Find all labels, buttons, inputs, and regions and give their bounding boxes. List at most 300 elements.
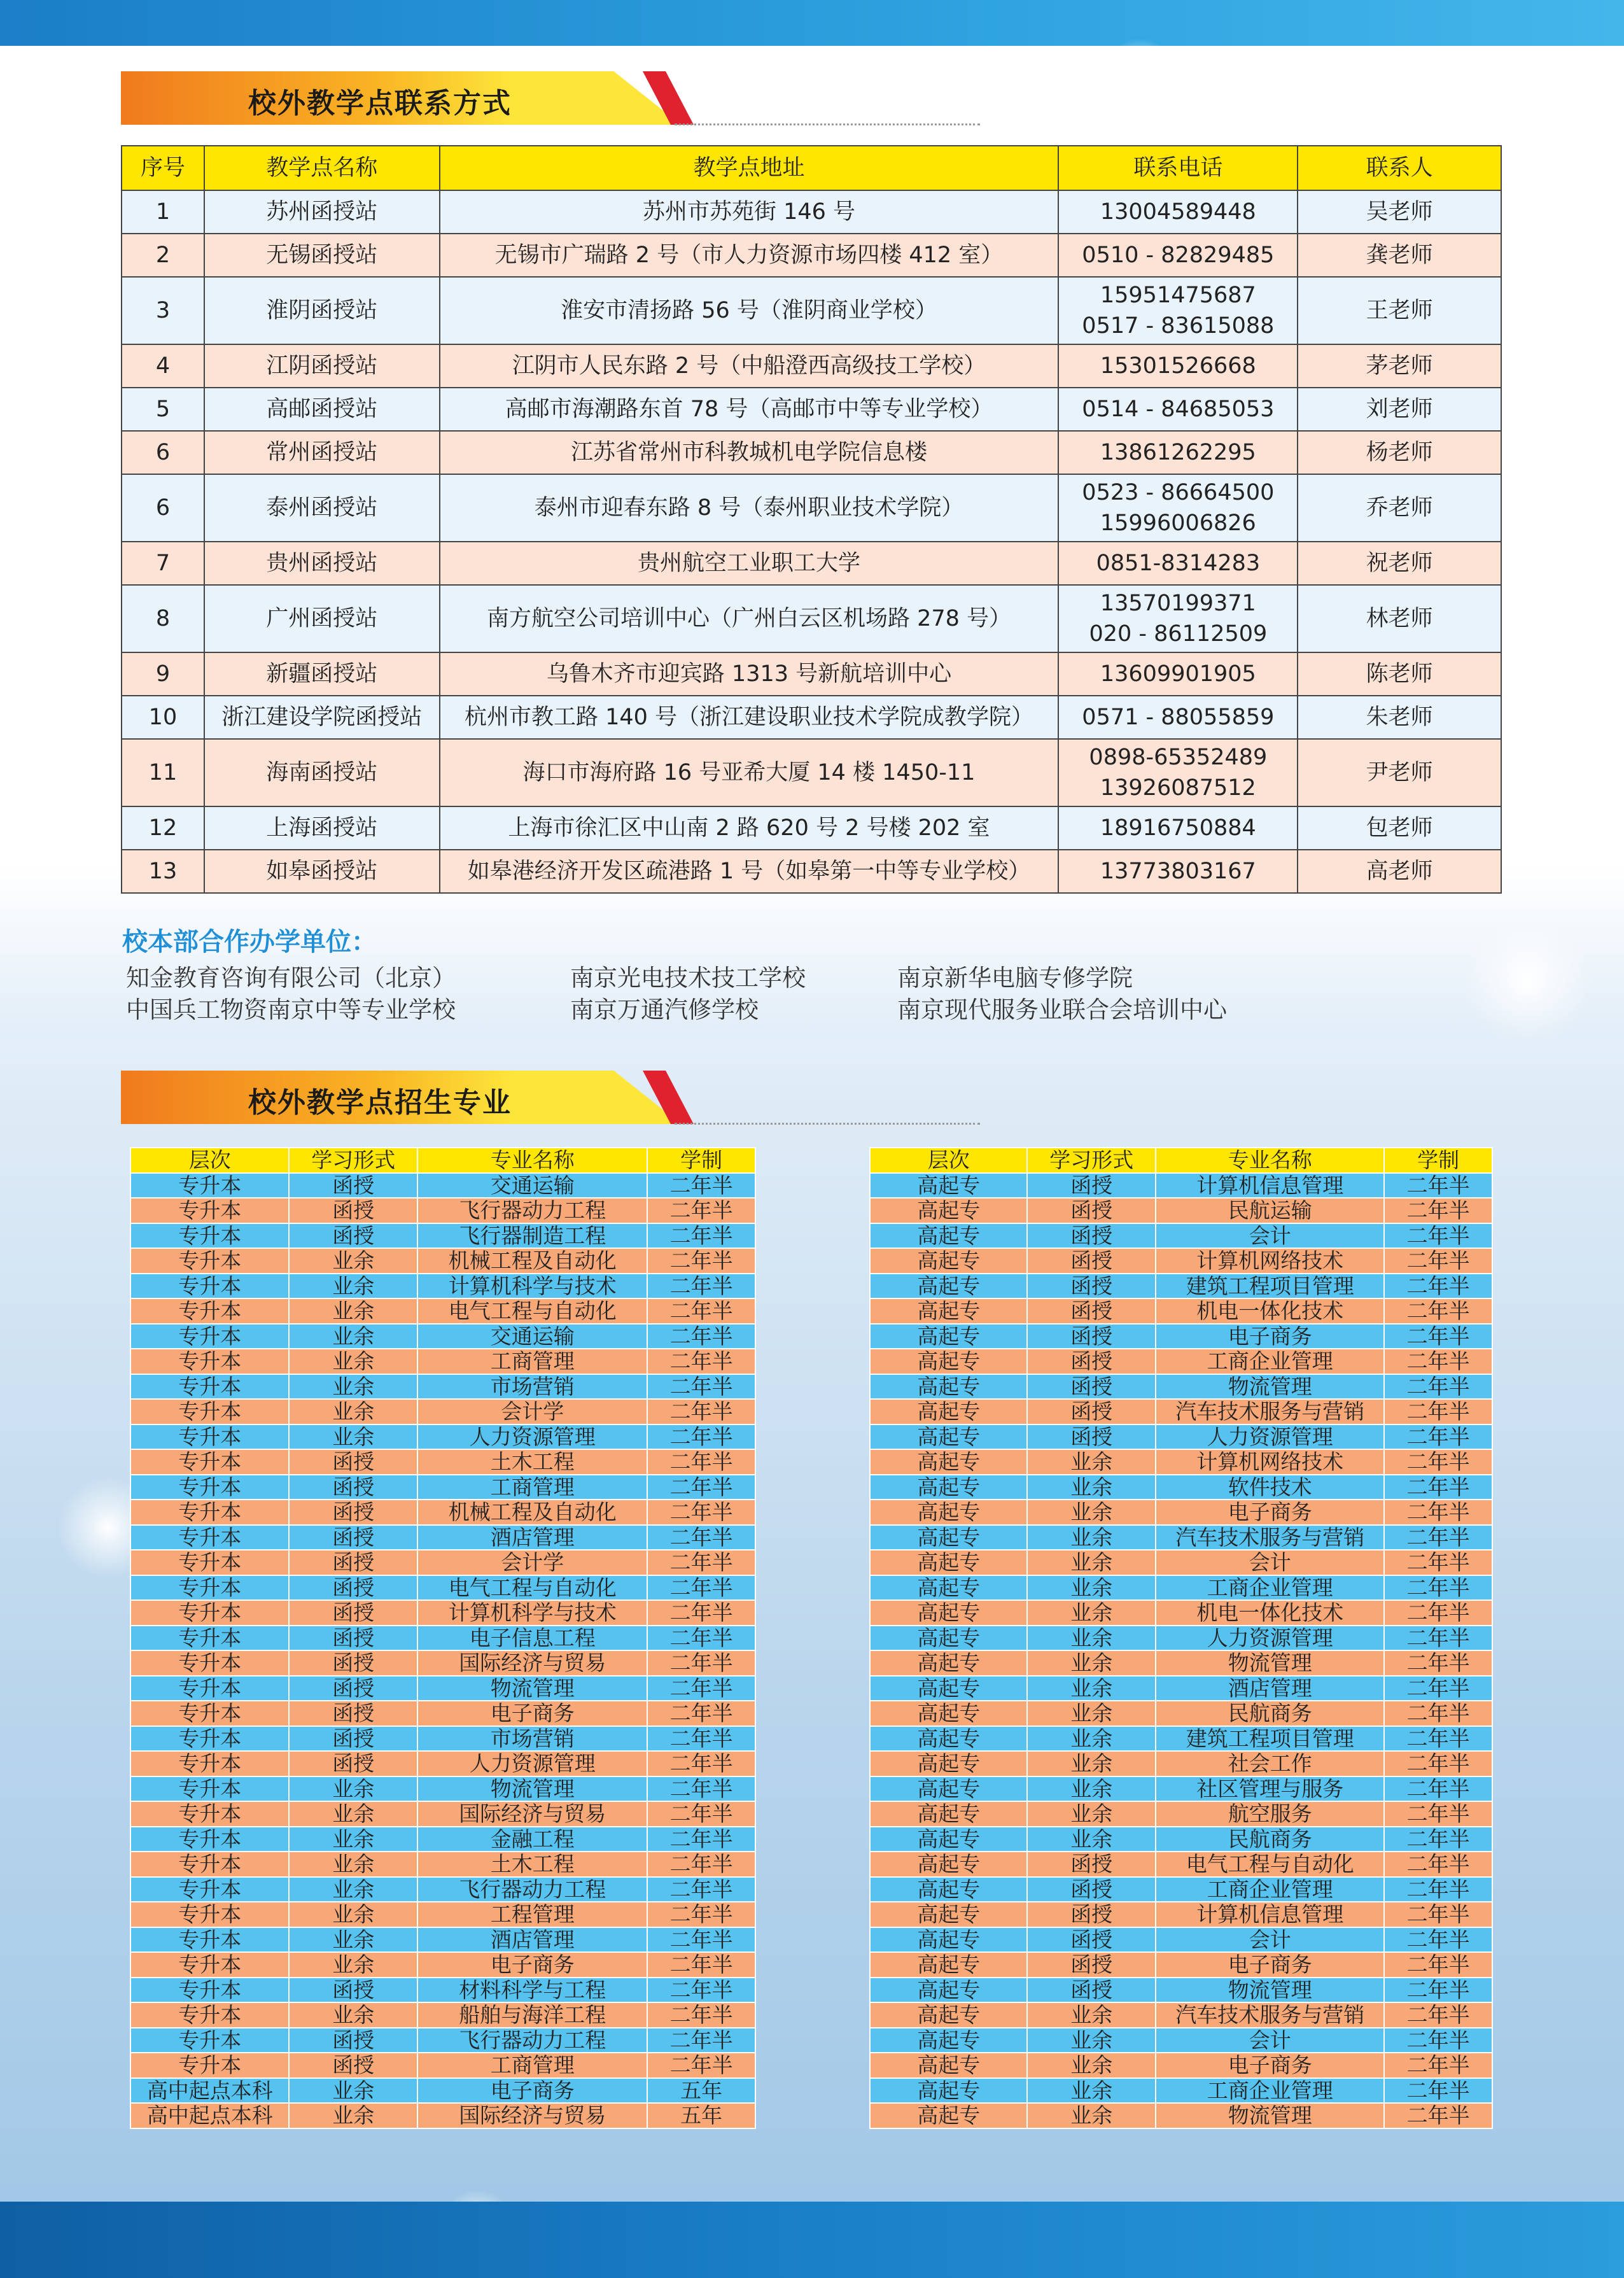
cell-phone	[1058, 474, 1298, 542]
cell-address: 海口市海府路 16 号亚希大厦 14 楼 1450-11	[440, 739, 1059, 806]
phone-number: 15301526668	[1100, 353, 1256, 379]
table-row	[870, 1751, 1492, 1776]
cell-mode: 业余	[1027, 2002, 1156, 2028]
cell-duration: 二年半	[1384, 1827, 1492, 1852]
table-row	[130, 1852, 755, 1877]
cell-mode: 业余	[1027, 1827, 1156, 1852]
table-row	[130, 1751, 755, 1776]
cell-level: 专升本	[130, 1827, 289, 1852]
cell-level: 高起专	[870, 1449, 1027, 1475]
cell-level: 专升本	[130, 1600, 289, 1626]
cell-mode: 函授	[1027, 1374, 1156, 1400]
cell-no: 3	[122, 277, 204, 344]
cell-mode: 业余	[1027, 1650, 1156, 1676]
phone-number: 13004589448	[1100, 199, 1256, 225]
phone-number: 0514 - 84685053	[1082, 397, 1275, 422]
cell-duration: 二年半	[1384, 1525, 1492, 1550]
cell-mode: 函授	[289, 1173, 417, 1199]
cell-phone	[1058, 277, 1298, 344]
cell-level: 高起专	[870, 2053, 1027, 2078]
phone-number: 020 - 86112509	[1089, 621, 1268, 647]
cell-no: 6	[122, 474, 204, 542]
cell-duration: 二年半	[647, 2053, 755, 2078]
cell-mode: 业余	[1027, 2103, 1156, 2128]
phone-number: 13570199371	[1100, 591, 1256, 616]
cell-mode: 函授	[289, 1676, 417, 1701]
table-row	[130, 1550, 755, 1575]
table-row	[122, 542, 1501, 585]
cell-level: 高起专	[870, 1927, 1027, 1953]
cell-mode: 函授	[289, 1626, 417, 1651]
cell-mode: 业余	[289, 1274, 417, 1299]
cell-level: 专升本	[130, 1475, 289, 1500]
majors-table-right	[869, 1147, 1493, 2129]
bottom-banner	[0, 2202, 1624, 2278]
table-row	[122, 652, 1501, 696]
cell-level: 专升本	[130, 1500, 289, 1525]
cell-level: 高起专	[870, 1349, 1027, 1374]
contact-table	[121, 145, 1502, 894]
partner-item: 中国兵工物资南京中等专业学校	[126, 996, 456, 1023]
cell-major: 物流管理	[1156, 2103, 1384, 2128]
phone-number: 15951475687	[1100, 283, 1256, 308]
partner-item: 南京现代服务业联合会培训中心	[897, 996, 1227, 1023]
cell-level: 高中起点本科	[130, 2078, 289, 2104]
cell-address: 南方航空公司培训中心（广州白云区机场路 278 号）	[440, 585, 1059, 652]
cell-duration: 二年半	[647, 1877, 755, 1902]
cell-address: 苏州市苏苑街 146 号	[440, 190, 1059, 234]
cell-duration: 二年半	[1384, 2053, 1492, 2078]
cell-level: 专升本	[130, 1877, 289, 1902]
cell-mode: 业余	[1027, 1600, 1156, 1626]
cell-major: 工商管理	[417, 1475, 647, 1500]
cell-mode: 业余	[289, 2078, 417, 2104]
cell-major: 民航运输	[1156, 1198, 1384, 1223]
cell-major: 金融工程	[417, 1827, 647, 1852]
table-row	[870, 1650, 1492, 1676]
partner-item: 南京万通汽修学校	[570, 996, 759, 1023]
cell-name: 新疆函授站	[204, 652, 440, 696]
phone-number: 13861262295	[1100, 440, 1256, 465]
cell-person: 高老师	[1298, 850, 1501, 893]
cell-major: 国际经济与贸易	[417, 2103, 647, 2128]
cell-mode: 函授	[289, 2028, 417, 2053]
cell-duration: 二年半	[1384, 1626, 1492, 1651]
cell-level: 专升本	[130, 1701, 289, 1726]
cell-duration: 二年半	[1384, 2078, 1492, 2104]
partner-item: 南京光电技术技工学校	[570, 964, 806, 992]
table-row	[870, 1550, 1492, 1575]
col-header-phone: 联系电话	[1058, 146, 1298, 190]
cell-level: 专升本	[130, 1952, 289, 1978]
col-header-level: 层次	[130, 1148, 289, 1173]
cell-level: 专升本	[130, 1173, 289, 1199]
cell-duration: 二年半	[1384, 1701, 1492, 1726]
cell-mode: 业余	[289, 1424, 417, 1450]
cell-duration: 二年半	[1384, 1500, 1492, 1525]
table-row	[870, 1626, 1492, 1651]
cell-level: 专升本	[130, 1324, 289, 1349]
table-row	[870, 1500, 1492, 1525]
table-row	[122, 585, 1501, 652]
cell-duration: 二年半	[1384, 1902, 1492, 1927]
cell-duration: 二年半	[647, 1776, 755, 1802]
cell-duration: 二年半	[1384, 1676, 1492, 1701]
cell-level: 高起专	[870, 1324, 1027, 1349]
cell-level: 高起专	[870, 1626, 1027, 1651]
cell-phone	[1058, 696, 1298, 739]
cell-major: 工商企业管理	[1156, 1877, 1384, 1902]
cell-person: 杨老师	[1298, 431, 1501, 474]
cell-duration: 二年半	[1384, 1374, 1492, 1400]
table-row	[130, 1877, 755, 1902]
table-row	[130, 1223, 755, 1249]
cell-duration: 二年半	[1384, 1274, 1492, 1299]
table-row	[870, 1198, 1492, 1223]
cell-major: 市场营销	[417, 1374, 647, 1400]
cell-duration: 二年半	[1384, 1726, 1492, 1752]
cell-major: 物流管理	[1156, 1978, 1384, 2003]
cell-mode: 业余	[289, 1349, 417, 1374]
cell-phone	[1058, 388, 1298, 431]
cell-mode: 函授	[289, 1500, 417, 1525]
table-row	[130, 1500, 755, 1525]
cell-duration: 二年半	[647, 1600, 755, 1626]
cell-major: 国际经济与贸易	[417, 1650, 647, 1676]
cell-major: 计算机信息管理	[1156, 1173, 1384, 1199]
cell-duration: 二年半	[1384, 1952, 1492, 1978]
table-row	[122, 388, 1501, 431]
cell-mode: 函授	[1027, 1852, 1156, 1877]
table-row	[130, 1726, 755, 1752]
section-header-contact	[121, 71, 681, 125]
cell-major: 机械工程及自动化	[417, 1500, 647, 1525]
cell-person: 龚老师	[1298, 234, 1501, 277]
cell-mode: 函授	[289, 1726, 417, 1752]
cell-mode: 函授	[289, 1650, 417, 1676]
cell-mode: 函授	[289, 2053, 417, 2078]
cell-mode: 函授	[289, 1525, 417, 1550]
cell-name: 贵州函授站	[204, 542, 440, 585]
cell-name: 常州函授站	[204, 431, 440, 474]
cell-level: 高起专	[870, 1298, 1027, 1324]
cell-level: 专升本	[130, 1852, 289, 1877]
cell-major: 工商企业管理	[1156, 2078, 1384, 2104]
cell-duration: 二年半	[1384, 1223, 1492, 1249]
cell-no: 11	[122, 739, 204, 806]
col-header-mode: 学习形式	[1027, 1148, 1156, 1173]
cell-mode: 函授	[289, 1449, 417, 1475]
table-row	[130, 1575, 755, 1601]
cell-address: 如皋港经济开发区疏港路 1 号（如皋第一中等专业学校）	[440, 850, 1059, 893]
cell-phone	[1058, 344, 1298, 388]
cell-major: 土木工程	[417, 1449, 647, 1475]
cell-duration: 二年半	[647, 1374, 755, 1400]
cell-no: 6	[122, 431, 204, 474]
cell-duration: 二年半	[1384, 1852, 1492, 1877]
cell-mode: 函授	[289, 1198, 417, 1223]
cell-major: 工商管理	[417, 2053, 647, 2078]
table-row	[870, 1298, 1492, 1324]
cell-person: 茅老师	[1298, 344, 1501, 388]
table-row	[870, 1374, 1492, 1400]
cell-mode: 业余	[1027, 1475, 1156, 1500]
cell-level: 高起专	[870, 1877, 1027, 1902]
table-row	[870, 1600, 1492, 1626]
cell-duration: 二年半	[647, 1978, 755, 2003]
cell-mode: 业余	[1027, 1676, 1156, 1701]
table-row	[870, 2002, 1492, 2028]
cell-mode: 函授	[289, 1550, 417, 1575]
cell-major: 航空服务	[1156, 1801, 1384, 1827]
cell-major: 计算机信息管理	[1156, 1902, 1384, 1927]
table-row	[870, 1726, 1492, 1752]
cell-major: 物流管理	[1156, 1374, 1384, 1400]
cell-person: 吴老师	[1298, 190, 1501, 234]
table-row	[870, 1927, 1492, 1953]
cell-mode: 函授	[1027, 1927, 1156, 1953]
col-header-mode: 学习形式	[289, 1148, 417, 1173]
cell-phone	[1058, 850, 1298, 893]
cell-duration: 二年半	[647, 2028, 755, 2053]
table-row	[122, 850, 1501, 893]
cell-mode: 业余	[289, 2103, 417, 2128]
col-header-address: 教学点地址	[440, 146, 1059, 190]
cell-mode: 业余	[1027, 1550, 1156, 1575]
cell-phone	[1058, 806, 1298, 850]
cell-person: 林老师	[1298, 585, 1501, 652]
cell-major: 会计	[1156, 2028, 1384, 2053]
cell-duration: 二年半	[647, 2002, 755, 2028]
cell-major: 电气工程与自动化	[417, 1298, 647, 1324]
cell-mode: 函授	[1027, 1349, 1156, 1374]
table-row	[870, 1399, 1492, 1424]
cell-mode: 函授	[1027, 1877, 1156, 1902]
cell-major: 电子商务	[417, 1701, 647, 1726]
table-row	[870, 1575, 1492, 1601]
cell-major: 人力资源管理	[417, 1751, 647, 1776]
cell-major: 社区管理与服务	[1156, 1776, 1384, 1802]
cell-name: 泰州函授站	[204, 474, 440, 542]
cell-major: 酒店管理	[417, 1927, 647, 1953]
cell-duration: 二年半	[647, 1852, 755, 1877]
cell-level: 高起专	[870, 1827, 1027, 1852]
table-row	[870, 1475, 1492, 1500]
cell-major: 计算机网络技术	[1156, 1248, 1384, 1274]
table-row	[130, 1198, 755, 1223]
cell-level: 高起专	[870, 1726, 1027, 1752]
table-row	[870, 2078, 1492, 2104]
cell-duration: 二年半	[647, 1801, 755, 1827]
cell-mode: 业余	[289, 1399, 417, 1424]
cell-duration: 二年半	[647, 1525, 755, 1550]
cell-major: 物流管理	[1156, 1650, 1384, 1676]
cell-mode: 业余	[1027, 2078, 1156, 2104]
cell-duration: 二年半	[1384, 1424, 1492, 1450]
table-row	[130, 1374, 755, 1400]
cell-major: 电子商务	[1156, 1952, 1384, 1978]
cell-duration: 二年半	[647, 1298, 755, 1324]
cell-name: 浙江建设学院函授站	[204, 696, 440, 739]
cell-level: 专升本	[130, 2028, 289, 2053]
col-header-no: 序号	[122, 146, 204, 190]
cell-mode: 业余	[289, 1801, 417, 1827]
cell-level: 专升本	[130, 1298, 289, 1324]
partner-item: 知金教育咨询有限公司（北京）	[126, 964, 456, 992]
table-row	[130, 1701, 755, 1726]
cell-major: 建筑工程项目管理	[1156, 1274, 1384, 1299]
cell-name: 苏州函授站	[204, 190, 440, 234]
table-header-row	[130, 1148, 755, 1173]
cell-level: 高起专	[870, 1801, 1027, 1827]
cell-mode: 业余	[289, 2002, 417, 2028]
table-row	[870, 1978, 1492, 2003]
table-row	[870, 1223, 1492, 1249]
cell-address: 贵州航空工业职工大学	[440, 542, 1059, 585]
cell-duration: 二年半	[647, 1449, 755, 1475]
cell-duration: 二年半	[647, 1650, 755, 1676]
cell-no: 5	[122, 388, 204, 431]
cell-major: 会计学	[417, 1550, 647, 1575]
cell-level: 专升本	[130, 1801, 289, 1827]
cell-no: 12	[122, 806, 204, 850]
partners-title: 校本部合作办学单位：	[122, 927, 377, 957]
cell-duration: 二年半	[1384, 1978, 1492, 2003]
cell-level: 专升本	[130, 1902, 289, 1927]
cell-level: 高起专	[870, 1701, 1027, 1726]
table-header-row	[122, 146, 1501, 190]
cell-duration: 五年	[647, 2078, 755, 2104]
table-row	[870, 1248, 1492, 1274]
section-title: 校外教学点联系方式	[248, 87, 512, 120]
partner-item: 南京新华电脑专修学院	[897, 964, 1133, 992]
table-row	[870, 1424, 1492, 1450]
cell-address: 江阴市人民东路 2 号（中船澄西高级技工学校）	[440, 344, 1059, 388]
cell-mode: 函授	[1027, 1173, 1156, 1199]
cell-major: 飞行器动力工程	[417, 2028, 647, 2053]
cell-level: 高起专	[870, 1500, 1027, 1525]
cell-duration: 二年半	[647, 1274, 755, 1299]
cell-level: 专升本	[130, 1374, 289, 1400]
cell-level: 高起专	[870, 1248, 1027, 1274]
table-row	[130, 2078, 755, 2104]
cell-major: 人力资源管理	[417, 1424, 647, 1450]
table-row	[870, 1952, 1492, 1978]
cell-duration: 二年半	[647, 1701, 755, 1726]
cell-major: 市场营销	[417, 1726, 647, 1752]
phone-number: 0571 - 88055859	[1082, 705, 1275, 730]
table-row	[130, 1274, 755, 1299]
cell-level: 专升本	[130, 1676, 289, 1701]
cell-duration: 二年半	[1384, 1449, 1492, 1475]
cell-mode: 函授	[1027, 1248, 1156, 1274]
table-row	[130, 1801, 755, 1827]
table-row	[870, 1676, 1492, 1701]
cell-mode: 业余	[289, 1776, 417, 1802]
cell-duration: 二年半	[1384, 1248, 1492, 1274]
cell-major: 电子商务	[1156, 1500, 1384, 1525]
cell-duration: 二年半	[1384, 1650, 1492, 1676]
cell-mode: 函授	[1027, 1902, 1156, 1927]
cell-duration: 二年半	[647, 1324, 755, 1349]
phone-number: 0510 - 82829485	[1082, 243, 1275, 268]
cell-duration: 二年半	[647, 1902, 755, 1927]
cell-major: 会计	[1156, 1223, 1384, 1249]
cell-major: 汽车技术服务与营销	[1156, 1399, 1384, 1424]
cell-duration: 二年半	[1384, 1877, 1492, 1902]
sparkle-decoration	[1101, 38, 1177, 115]
col-header-person: 联系人	[1298, 146, 1501, 190]
cell-major: 软件技术	[1156, 1475, 1384, 1500]
table-row	[870, 2028, 1492, 2053]
table-row	[130, 2002, 755, 2028]
cell-mode: 函授	[1027, 1198, 1156, 1223]
cell-level: 专升本	[130, 1424, 289, 1450]
cell-duration: 二年半	[647, 1349, 755, 1374]
cell-phone	[1058, 585, 1298, 652]
table-row	[870, 1701, 1492, 1726]
col-header-major: 专业名称	[1156, 1148, 1384, 1173]
table-row	[130, 1248, 755, 1274]
cell-level: 高中起点本科	[130, 2103, 289, 2128]
cell-duration: 二年半	[647, 1827, 755, 1852]
table-row	[870, 2103, 1492, 2128]
cell-level: 高起专	[870, 1475, 1027, 1500]
table-row	[122, 190, 1501, 234]
cell-duration: 二年半	[1384, 2002, 1492, 2028]
majors-table-left	[130, 1147, 756, 2129]
table-row	[870, 2053, 1492, 2078]
cell-level: 专升本	[130, 2053, 289, 2078]
cell-mode: 业余	[1027, 1726, 1156, 1752]
cell-no: 4	[122, 344, 204, 388]
cell-level: 高起专	[870, 1852, 1027, 1877]
cell-mode: 业余	[289, 1877, 417, 1902]
cell-duration: 二年半	[1384, 1349, 1492, 1374]
cell-duration: 二年半	[647, 1952, 755, 1978]
table-row	[130, 1349, 755, 1374]
cell-major: 工程管理	[417, 1902, 647, 1927]
cell-level: 高起专	[870, 1198, 1027, 1223]
cell-phone	[1058, 739, 1298, 806]
cell-level: 高起专	[870, 1424, 1027, 1450]
cell-level: 专升本	[130, 1525, 289, 1550]
cell-level: 专升本	[130, 1726, 289, 1752]
cell-major: 人力资源管理	[1156, 1626, 1384, 1651]
cell-mode: 函授	[289, 1475, 417, 1500]
cell-level: 高起专	[870, 1374, 1027, 1400]
cell-duration: 二年半	[1384, 1751, 1492, 1776]
cell-major: 电子信息工程	[417, 1626, 647, 1651]
cell-major: 物流管理	[417, 1776, 647, 1802]
table-row	[870, 1877, 1492, 1902]
cell-duration: 二年半	[1384, 1399, 1492, 1424]
cell-level: 专升本	[130, 1626, 289, 1651]
cell-mode: 函授	[1027, 1399, 1156, 1424]
table-row	[130, 2053, 755, 2078]
cell-duration: 二年半	[1384, 1198, 1492, 1223]
cell-mode: 业余	[289, 1374, 417, 1400]
cell-major: 建筑工程项目管理	[1156, 1726, 1384, 1752]
cell-duration: 二年半	[1384, 1600, 1492, 1626]
cell-level: 高起专	[870, 1978, 1027, 2003]
cell-phone	[1058, 234, 1298, 277]
cell-level: 高起专	[870, 1550, 1027, 1575]
cell-mode: 函授	[1027, 1223, 1156, 1249]
phone-number: 13609901905	[1100, 661, 1256, 687]
cell-name: 如皋函授站	[204, 850, 440, 893]
phone-number: 18916750884	[1100, 815, 1256, 841]
